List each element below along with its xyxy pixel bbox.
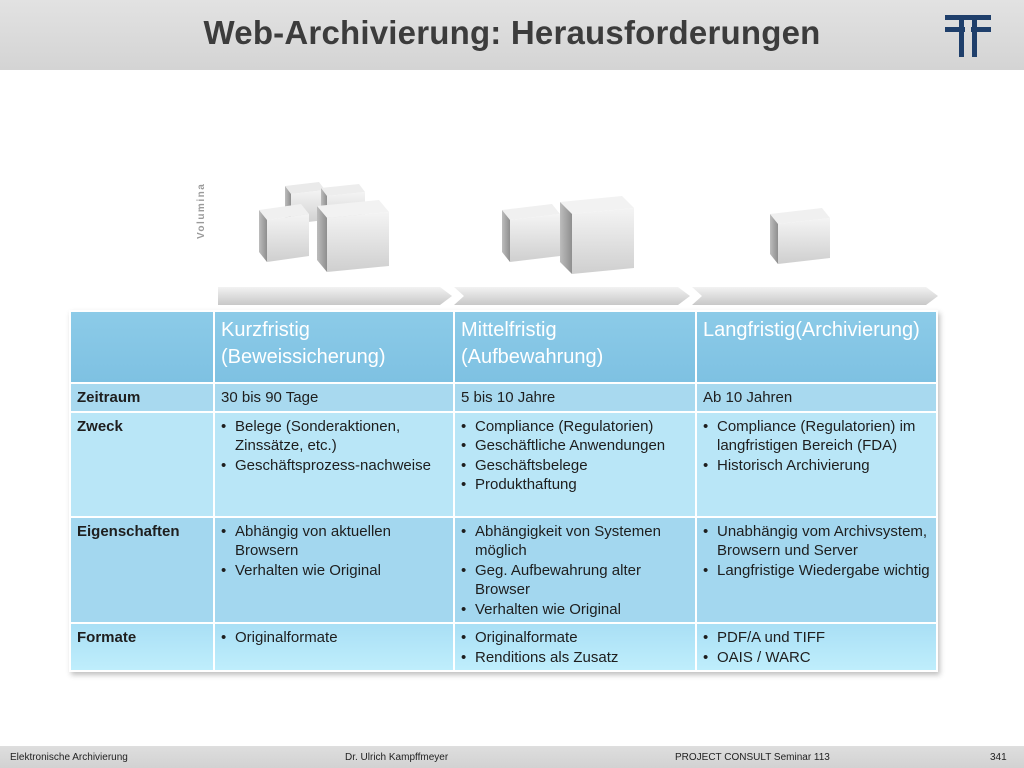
- header-long-term: Langfristig(Archivierung): [696, 311, 937, 383]
- cell-zweck-mid: [454, 412, 696, 517]
- table-row-eigenschaften: [70, 517, 937, 624]
- list-item: • Verhalten wie Original: [461, 600, 689, 620]
- cell-zeitraum-long: Ab 10 Jahren: [696, 383, 937, 412]
- cell-zeitraum-short: 30 bis 90 Tage: [214, 383, 454, 412]
- title-bar: [0, 0, 1024, 70]
- slide-footer: [0, 746, 1024, 768]
- table-row-zweck: [70, 412, 937, 517]
- list-item: • Geschäftsbelege: [461, 456, 689, 476]
- list-item: • Originalformate: [461, 628, 689, 648]
- cell-eigenschaften-mid: [454, 517, 696, 624]
- list-item: • Abhängig von aktuellen Browsern: [221, 522, 447, 561]
- paper-stack-small-icon: [768, 204, 834, 266]
- paper-stack-medium-icon: [500, 196, 640, 276]
- company-logo: [945, 15, 991, 57]
- timeline-arrows: [218, 287, 938, 305]
- page-title: Web-Archivierung: Herausforderungen: [203, 14, 821, 51]
- table-row-formate: [70, 623, 937, 671]
- row-label-formate: Formate: [70, 623, 214, 671]
- list-item: • Verhalten wie Original: [221, 561, 447, 581]
- cell-formate-mid: [454, 623, 696, 671]
- list-item: • Geschäftliche Anwendungen: [461, 436, 689, 456]
- archiving-comparison-table: [69, 310, 938, 672]
- list-item: • Geg. Aufbewahrung alter Browser: [461, 561, 689, 600]
- cell-zweck-short: [214, 412, 454, 517]
- footer-seminar: PROJECT CONSULT Seminar 113: [675, 752, 830, 763]
- row-label-eigenschaften: Eigenschaften: [70, 517, 214, 624]
- list-item: • Compliance (Regulatorien): [461, 417, 689, 437]
- list-item: • Geschäftsprozess-nachweise: [221, 456, 447, 476]
- table-row-zeitraum: [70, 383, 937, 412]
- footer-page-number: 341: [990, 752, 1007, 763]
- list-item: • Originalformate: [221, 628, 447, 648]
- cell-formate-short: [214, 623, 454, 671]
- paper-stack-large-icon: [255, 180, 395, 276]
- list-item: • Compliance (Regulatorien) im langfristigen Bereich (FDA): [703, 417, 930, 456]
- list-item: • PDF/A und TIFF: [703, 628, 930, 648]
- list-item: • Unabhängig vom Archivsystem, Browsern und Server: [703, 522, 930, 561]
- cell-eigenschaften-long: [696, 517, 937, 624]
- cell-formate-long: [696, 623, 937, 671]
- list-item: • Belege (Sonderaktionen, Zinssätze, etc.): [221, 417, 447, 456]
- volume-axis-label: Volumina: [196, 182, 207, 239]
- list-item: • Renditions als Zusatz: [461, 648, 689, 668]
- header-corner-cell: [70, 311, 214, 383]
- footer-author: Dr. Ulrich Kampffmeyer: [345, 752, 449, 763]
- header-short-term: Kurzfristig (Beweissicherung): [214, 311, 454, 383]
- table-header-row: [70, 311, 937, 383]
- cell-zeitraum-mid: 5 bis 10 Jahre: [454, 383, 696, 412]
- cell-eigenschaften-short: [214, 517, 454, 624]
- cell-zweck-long: [696, 412, 937, 517]
- header-mid-term: Mittelfristig (Aufbewahrung): [454, 311, 696, 383]
- list-item: • Abhängigkeit von Systemen möglich: [461, 522, 689, 561]
- row-label-zeitraum: Zeitraum: [70, 383, 214, 412]
- footer-course-title: Elektronische Archivierung: [10, 752, 128, 763]
- list-item: • Langfristige Wiedergabe wichtig: [703, 561, 930, 581]
- list-item: • Produkthaftung: [461, 475, 689, 495]
- row-label-zweck: Zweck: [70, 412, 214, 517]
- list-item: • OAIS / WARC: [703, 648, 930, 668]
- list-item: • Historisch Archivierung: [703, 456, 930, 476]
